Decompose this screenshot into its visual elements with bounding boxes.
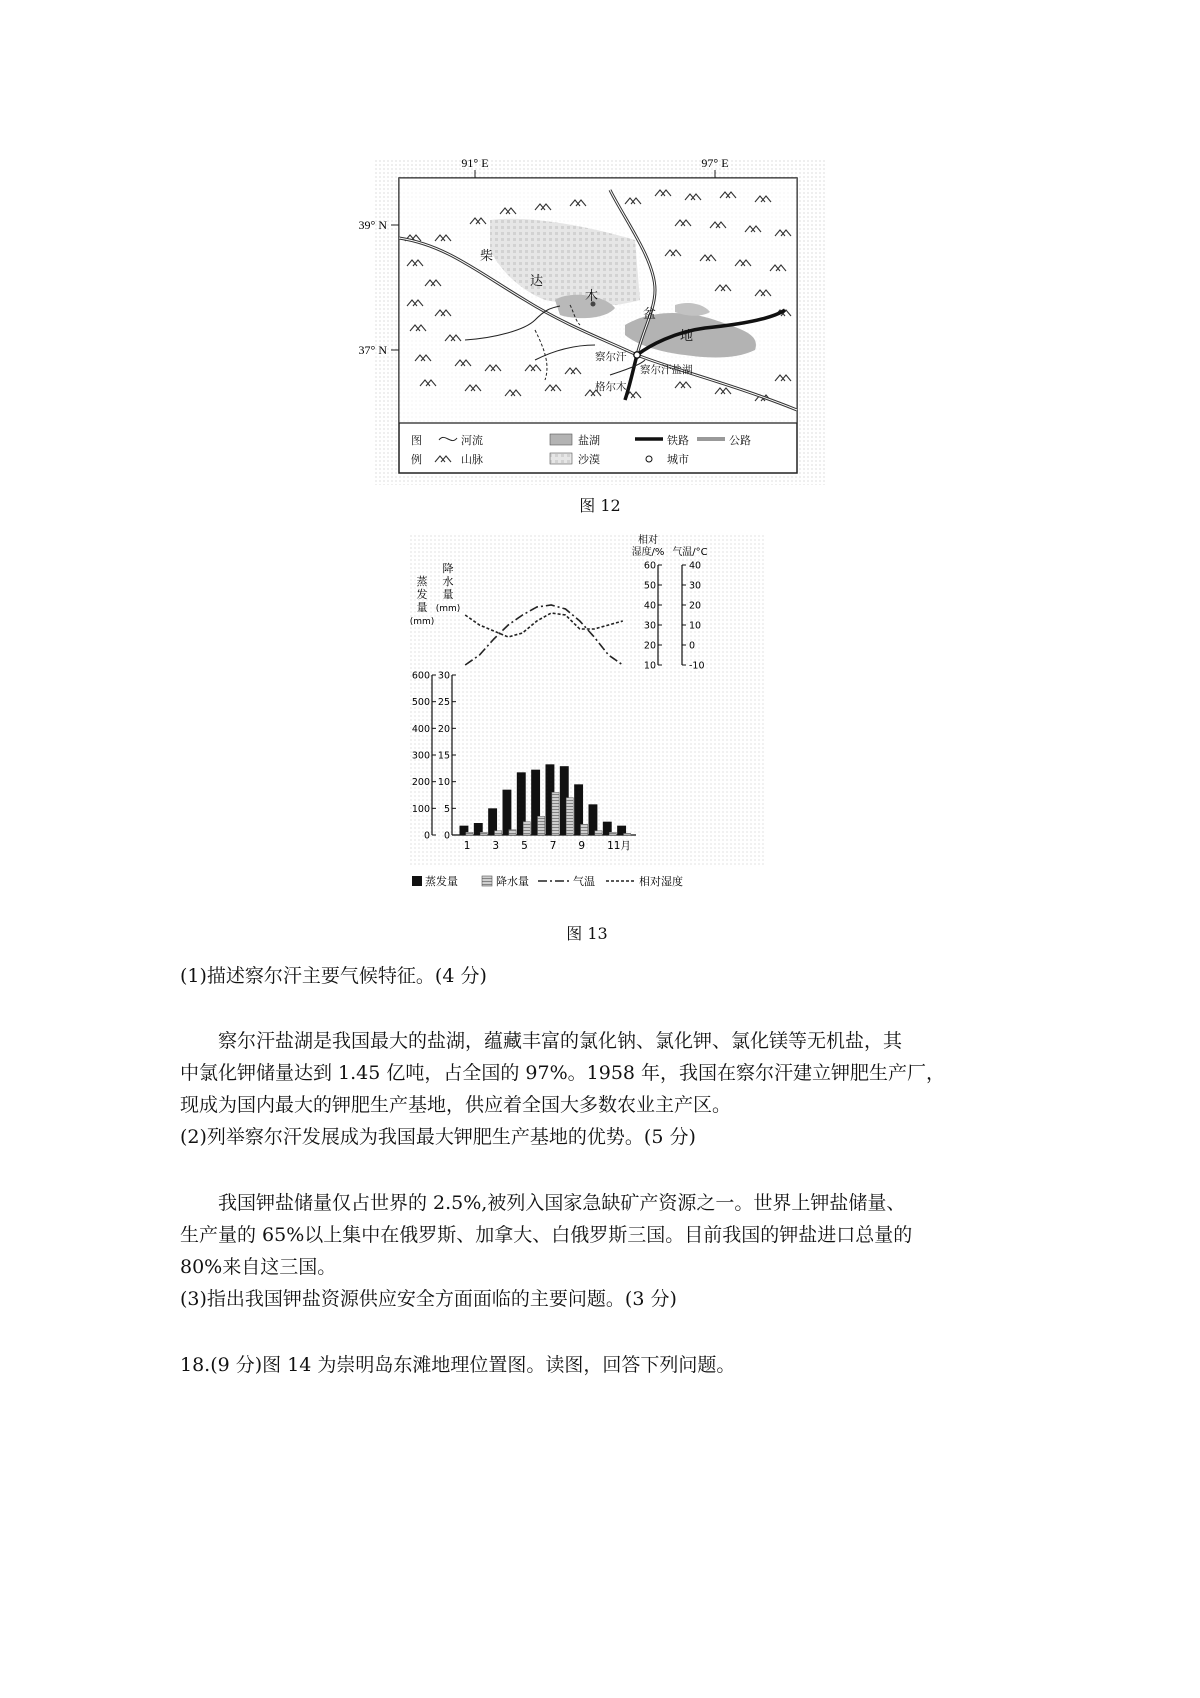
climate-chart-svg [410,535,765,910]
temp-tick-label: 40 [689,560,702,572]
paragraph-line: 中氯化钾储量达到 1.45 亿吨，占全国的 97%。1958 年，我国在察尔汗建立钾肥生产厂， [180,1062,946,1084]
humidity-axis-title: 湿度/% [631,547,665,558]
temp-tick-label: 10 [689,620,702,632]
paragraph-line: 生产量的 65%以上集中在俄罗斯、加拿大、白俄罗斯三国。目前我国的钾盐进口总量的 [180,1224,913,1246]
lon-label: 97° E [701,156,729,170]
paragraph-line: 察尔汗盐湖是我国最大的盐湖，蕴藏丰富的氯化钠、氯化钾、氯化镁等无机盐，其 [218,1030,903,1052]
paragraph-1 [180,1025,1020,1121]
city-marker [634,352,640,358]
map-figure-12 [358,156,825,485]
legend-label: 铁路 [667,434,689,447]
evap-tick-label: 100 [411,803,430,815]
humidity-axis-title: 相对 [638,535,658,546]
legend-label: 降水量 [496,875,529,888]
paragraph-2 [180,1187,1020,1283]
legend-label: 河流 [461,434,483,447]
question-1: (1)描述察尔汗主要气候特征。(4 分) [180,965,487,987]
legend-label: 城市 [667,453,689,466]
temp-tick-label: 30 [689,580,702,592]
legend-title: 图 [411,434,422,447]
evap-axis-title: 量 [416,601,428,614]
salt-lake-legend-icon [550,434,572,445]
legend-label: 盐湖 [578,434,600,447]
paragraph-line: 现成为国内最大的钾肥生产基地，供应着全国大多数农业主产区。 [180,1094,732,1116]
evaporation-bar [503,790,512,835]
place-label: 木 [585,289,599,304]
x-tick-label: 3 [492,840,500,852]
figure-12-caption: 图 12 [579,496,621,515]
evap-tick-label: 0 [423,830,430,842]
paragraph-line: 我国钾盐储量仅占世界的 2.5%,被列入国家急缺矿产资源之一。世界上钾盐储量、 [218,1192,906,1214]
precip-tick-label: 20 [437,723,450,735]
evaporation-bar [589,804,598,835]
question-18: 18.(9 分)图 14 为崇明岛东滩地理位置图。读图，回答下列问题。 [180,1354,736,1376]
place-label: 察尔汗 [595,351,627,363]
x-tick-label: 5 [521,840,528,852]
legend-precip-swatch [482,876,492,886]
precipitation-bar [480,832,487,835]
precipitation-bar [609,832,616,835]
city-legend-icon [646,456,652,462]
legend-label: 气温 [573,875,595,888]
precip-tick-label: 15 [437,750,450,762]
precip-axis-title: 量 [442,588,454,601]
precipitation-bar [595,831,602,835]
precipitation-bar [538,816,545,835]
precipitation-bar [495,831,502,835]
legend-label: 蒸发量 [425,875,458,888]
evap-axis-title: 蒸 [416,575,428,588]
temp-tick-label: 0 [689,640,696,652]
humidity-tick-label: 10 [643,660,656,672]
temp-tick-label: 20 [689,600,702,612]
humidity-tick-label: 40 [643,600,656,612]
evap-tick-label: 600 [411,670,430,682]
legend-label: 公路 [729,434,751,447]
evap-tick-label: 500 [411,697,430,709]
precipitation-bar [466,832,473,835]
precip-tick-label: 25 [437,697,450,709]
figure-13-caption: 图 13 [566,924,608,943]
legend-title: 例 [411,453,422,466]
x-tick-label: 7 [549,840,557,852]
humidity-tick-label: 20 [643,640,656,652]
lon-label: 91° E [461,156,489,170]
precipitation-bar [581,824,588,835]
evap-tick-label: 400 [411,723,430,735]
place-label: 盆 [643,307,657,322]
precip-tick-label: 0 [443,830,450,842]
precip-tick-label: 10 [437,777,450,789]
precip-tick-label: 30 [437,670,450,682]
place-label: 察尔汗盐湖 [640,364,693,376]
question-2: (2)列举察尔汗发展成为我国最大钾肥生产基地的优势。(5 分) [180,1126,696,1148]
x-tick-label: 9 [578,840,586,852]
place-label: 格尔木 [595,381,627,393]
paragraph-line: 80%来自这三国。 [180,1256,337,1278]
evap-tick-label: 300 [411,750,430,762]
humidity-tick-label: 60 [643,560,656,572]
lat-label: 39° N [358,218,387,232]
precipitation-bar [566,798,573,835]
evap-axis-title: (mm) [409,617,435,627]
precip-axis-title: 水 [442,575,454,588]
desert-legend-icon [550,453,572,464]
humidity-tick-label: 30 [643,620,656,632]
precipitation-bar [624,833,631,835]
legend-evap-swatch [412,876,422,886]
precipitation-bar [552,792,559,835]
precip-axis-title: (mm) [435,604,461,614]
map-svg [358,156,825,485]
legend-label: 沙漠 [578,453,600,466]
place-label: 达 [530,274,544,289]
precip-axis-title: 降 [442,562,454,575]
x-tick-label: 11月 [607,840,631,852]
climate-chart [410,535,765,910]
temp-tick-label: -10 [689,660,705,672]
temp-axis-title: 气温/°C [672,547,708,558]
place-label: 地 [680,329,694,344]
legend-label: 相对湿度 [639,875,683,888]
evap-tick-label: 200 [411,777,430,789]
place-label: 柴 [480,249,494,264]
x-tick-label: 1 [463,840,471,852]
evap-axis-title: 发 [416,588,428,601]
question-3: (3)指出我国钾盐资源供应安全方面面临的主要问题。(3 分) [180,1288,677,1310]
legend-label: 山脉 [461,453,483,466]
precipitation-bar [509,830,516,835]
lat-label: 37° N [358,343,387,357]
precipitation-bar [523,822,530,835]
humidity-tick-label: 50 [643,580,656,592]
precip-tick-label: 5 [443,803,450,815]
